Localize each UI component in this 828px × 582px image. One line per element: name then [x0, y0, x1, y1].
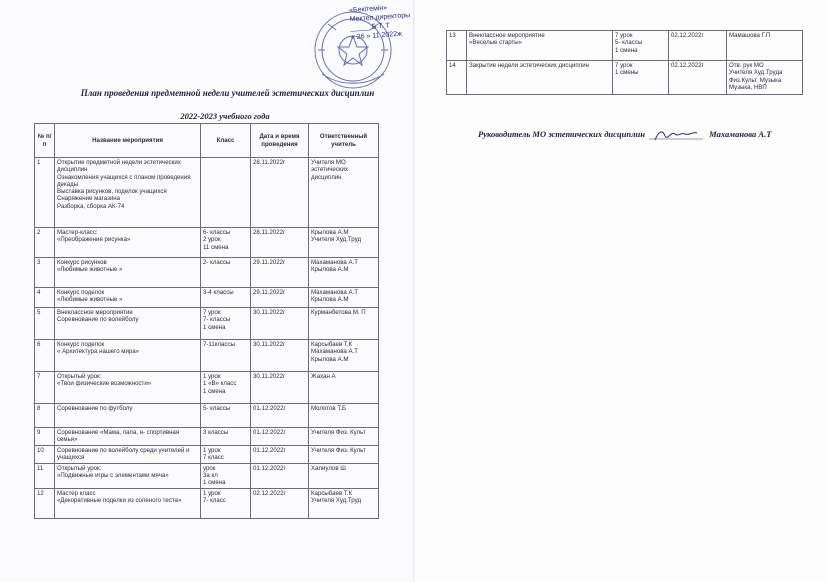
table-row: [35, 228, 379, 258]
handwritten-signature: [647, 128, 707, 142]
event-name: Соревнование «Мама, папа, я- спортивная семья»: [55, 428, 201, 446]
approval-line: «Бекітемін»: [348, 4, 388, 15]
teacher-cell: Халиулов Ш: [309, 463, 379, 488]
header-date-time: Дата и время проведения: [251, 124, 309, 158]
row-number: 7: [35, 372, 55, 404]
class-cell: 2- классы: [201, 258, 251, 288]
event-name: Конкурс поделок « Архитектура нашего мира»: [55, 340, 201, 372]
teacher-cell: Мамашова Г.П: [727, 31, 803, 61]
date-cell: 30.11.2022г: [251, 372, 309, 404]
event-name: Соревнование по волейболу среди учителей и учащихся: [55, 446, 201, 464]
event-name: Открытый урок: «Твои физические возможности»: [55, 372, 201, 404]
document-title: План проведения предметной недели учителей эстетических дисциплин: [80, 88, 375, 98]
date-cell: 28.11.2022г: [251, 158, 309, 228]
row-number: 8: [35, 404, 55, 428]
table-row: [35, 404, 379, 428]
header-teacher: Ответственный учитель: [309, 124, 379, 158]
event-name: Внеклассное мероприятие «Веселые старты»: [467, 31, 613, 61]
class-cell: 6- классы 2 урок 11 смена: [201, 228, 251, 258]
table-header-row: [35, 124, 379, 158]
row-number: 9: [35, 428, 55, 446]
class-cell: 3-4 классы: [201, 288, 251, 308]
teacher-cell: Карсыбаев Т.К Учителя Худ.Труд: [309, 488, 379, 518]
class-cell: 1 урок 7- класс: [201, 488, 251, 518]
row-number: 4: [35, 288, 55, 308]
approval-line: « 26 » 11 2022ж: [350, 30, 403, 42]
signature-role: Руководитель МО эстетических дисциплин: [478, 128, 645, 139]
teacher-cell: Отв: рук МО Учителя Худ.Труда Физ.Культ. Музыка Музыка, НВП: [727, 61, 803, 95]
class-cell: 7 урок 7- классы 1 смена: [201, 308, 251, 340]
event-name: Открытый урок: «Подвижные игры с элементами мяча»: [55, 463, 201, 488]
class-cell: 7 урок 1 смены: [613, 61, 669, 95]
table-row: [35, 158, 379, 228]
header-number: № п/п: [35, 124, 55, 158]
teacher-cell: Учителя МО эстетических дисциплин: [309, 158, 379, 228]
table-row: [35, 488, 379, 518]
class-cell: 7 урок 5- классы 1 смена: [613, 31, 669, 61]
row-number: 11: [35, 463, 55, 488]
table-row: [35, 463, 379, 488]
event-name: Соревнование по футболу: [55, 404, 201, 428]
teacher-cell: Махаманова А.Т Крылова А.М: [309, 288, 379, 308]
row-number: 10: [35, 446, 55, 464]
class-cell: 1 урок 7 класс: [201, 446, 251, 464]
table-row: [35, 428, 379, 446]
teacher-cell: Молотов Т.Б: [309, 404, 379, 428]
signature-name: Махаманова А.Т: [709, 128, 772, 139]
class-cell: урок 3а кл 1 смена: [201, 463, 251, 488]
row-number: 3: [35, 258, 55, 288]
date-cell: 01.12.2022г: [251, 463, 309, 488]
teacher-cell: Крылова А.М Учителя Худ.Труд: [309, 228, 379, 258]
table-row: [35, 288, 379, 308]
class-cell: 5- классы: [201, 404, 251, 428]
table-row: [447, 61, 803, 95]
event-name: Мастер-класс: «Преображение рисунка»: [55, 228, 201, 258]
row-number: 12: [35, 488, 55, 518]
date-cell: 30.11.2022г: [251, 308, 309, 340]
class-cell: 7-11классы: [201, 340, 251, 372]
teacher-cell: Карсыбаев Т.К Махаманова А.Т Крылова А.М: [309, 340, 379, 372]
teacher-cell: Учителя Физ. Культ: [309, 446, 379, 464]
date-cell: 02.12.2022г: [251, 488, 309, 518]
date-cell: 01.12.2022г: [251, 446, 309, 464]
event-name: Открытие предметной недели эстетических дисциплин Ознакомления учащихся с планом проведения декады Выставка рисунков, поделок учащихся Снаряжение магазина Разборка, сборка АК-74: [55, 158, 201, 228]
table-row: [35, 308, 379, 340]
row-number: 14: [447, 61, 467, 95]
date-cell: 01.12.2022г: [251, 404, 309, 428]
date-cell: 28.11.2022г: [251, 228, 309, 258]
teacher-cell: Учителя Физ. Культ: [309, 428, 379, 446]
class-cell: 3 классы: [201, 428, 251, 446]
table-row: [35, 446, 379, 464]
teacher-cell: Курманбетова М. П: [309, 308, 379, 340]
table-row: [35, 372, 379, 404]
row-number: 5: [35, 308, 55, 340]
approval-stamp: [349, 2, 415, 42]
signature-block: [478, 128, 818, 142]
event-name: Конкурс рисунков «Любимые животные »: [55, 258, 201, 288]
event-name: Конкурс поделок «Любимые животные »: [55, 288, 201, 308]
table-row: [447, 31, 803, 61]
date-cell: 02.12.2022г: [669, 61, 727, 95]
events-table-continued: [446, 30, 803, 95]
document-subtitle: 2022-2023 учебного года: [180, 111, 270, 121]
date-cell: 01.12.2022г: [251, 428, 309, 446]
header-event-name: Название мероприятия: [55, 124, 201, 158]
row-number: 2: [35, 228, 55, 258]
events-table: [34, 123, 379, 519]
class-cell: 1 урок 1 «В» класс 1 смена: [201, 372, 251, 404]
row-number: 1: [35, 158, 55, 228]
event-name: Мастер класс «Декоративные поделки из соленого теста»: [55, 488, 201, 518]
header-class: Класс: [201, 124, 251, 158]
event-name: Закрытие недели эстетических дисциплин: [467, 61, 613, 95]
approval-line: Мектеп директоры: [349, 12, 411, 24]
approval-line: _____ Б.Т. Т: [350, 22, 391, 33]
date-cell: 29.11.2022г: [251, 258, 309, 288]
table-row: [35, 340, 379, 372]
teacher-cell: Махаманова А.Т Крылова А.М: [309, 258, 379, 288]
event-name: Внеклассное мероприятие Соревнование по волейболу: [55, 308, 201, 340]
date-cell: 30.11.2022г: [251, 340, 309, 372]
class-cell: [201, 158, 251, 228]
teacher-cell: Жахан А: [309, 372, 379, 404]
date-cell: 29.11.2022г: [251, 288, 309, 308]
row-number: 13: [447, 31, 467, 61]
table-row: [35, 258, 379, 288]
row-number: 6: [35, 340, 55, 372]
date-cell: 02.12.2022г: [669, 31, 727, 61]
